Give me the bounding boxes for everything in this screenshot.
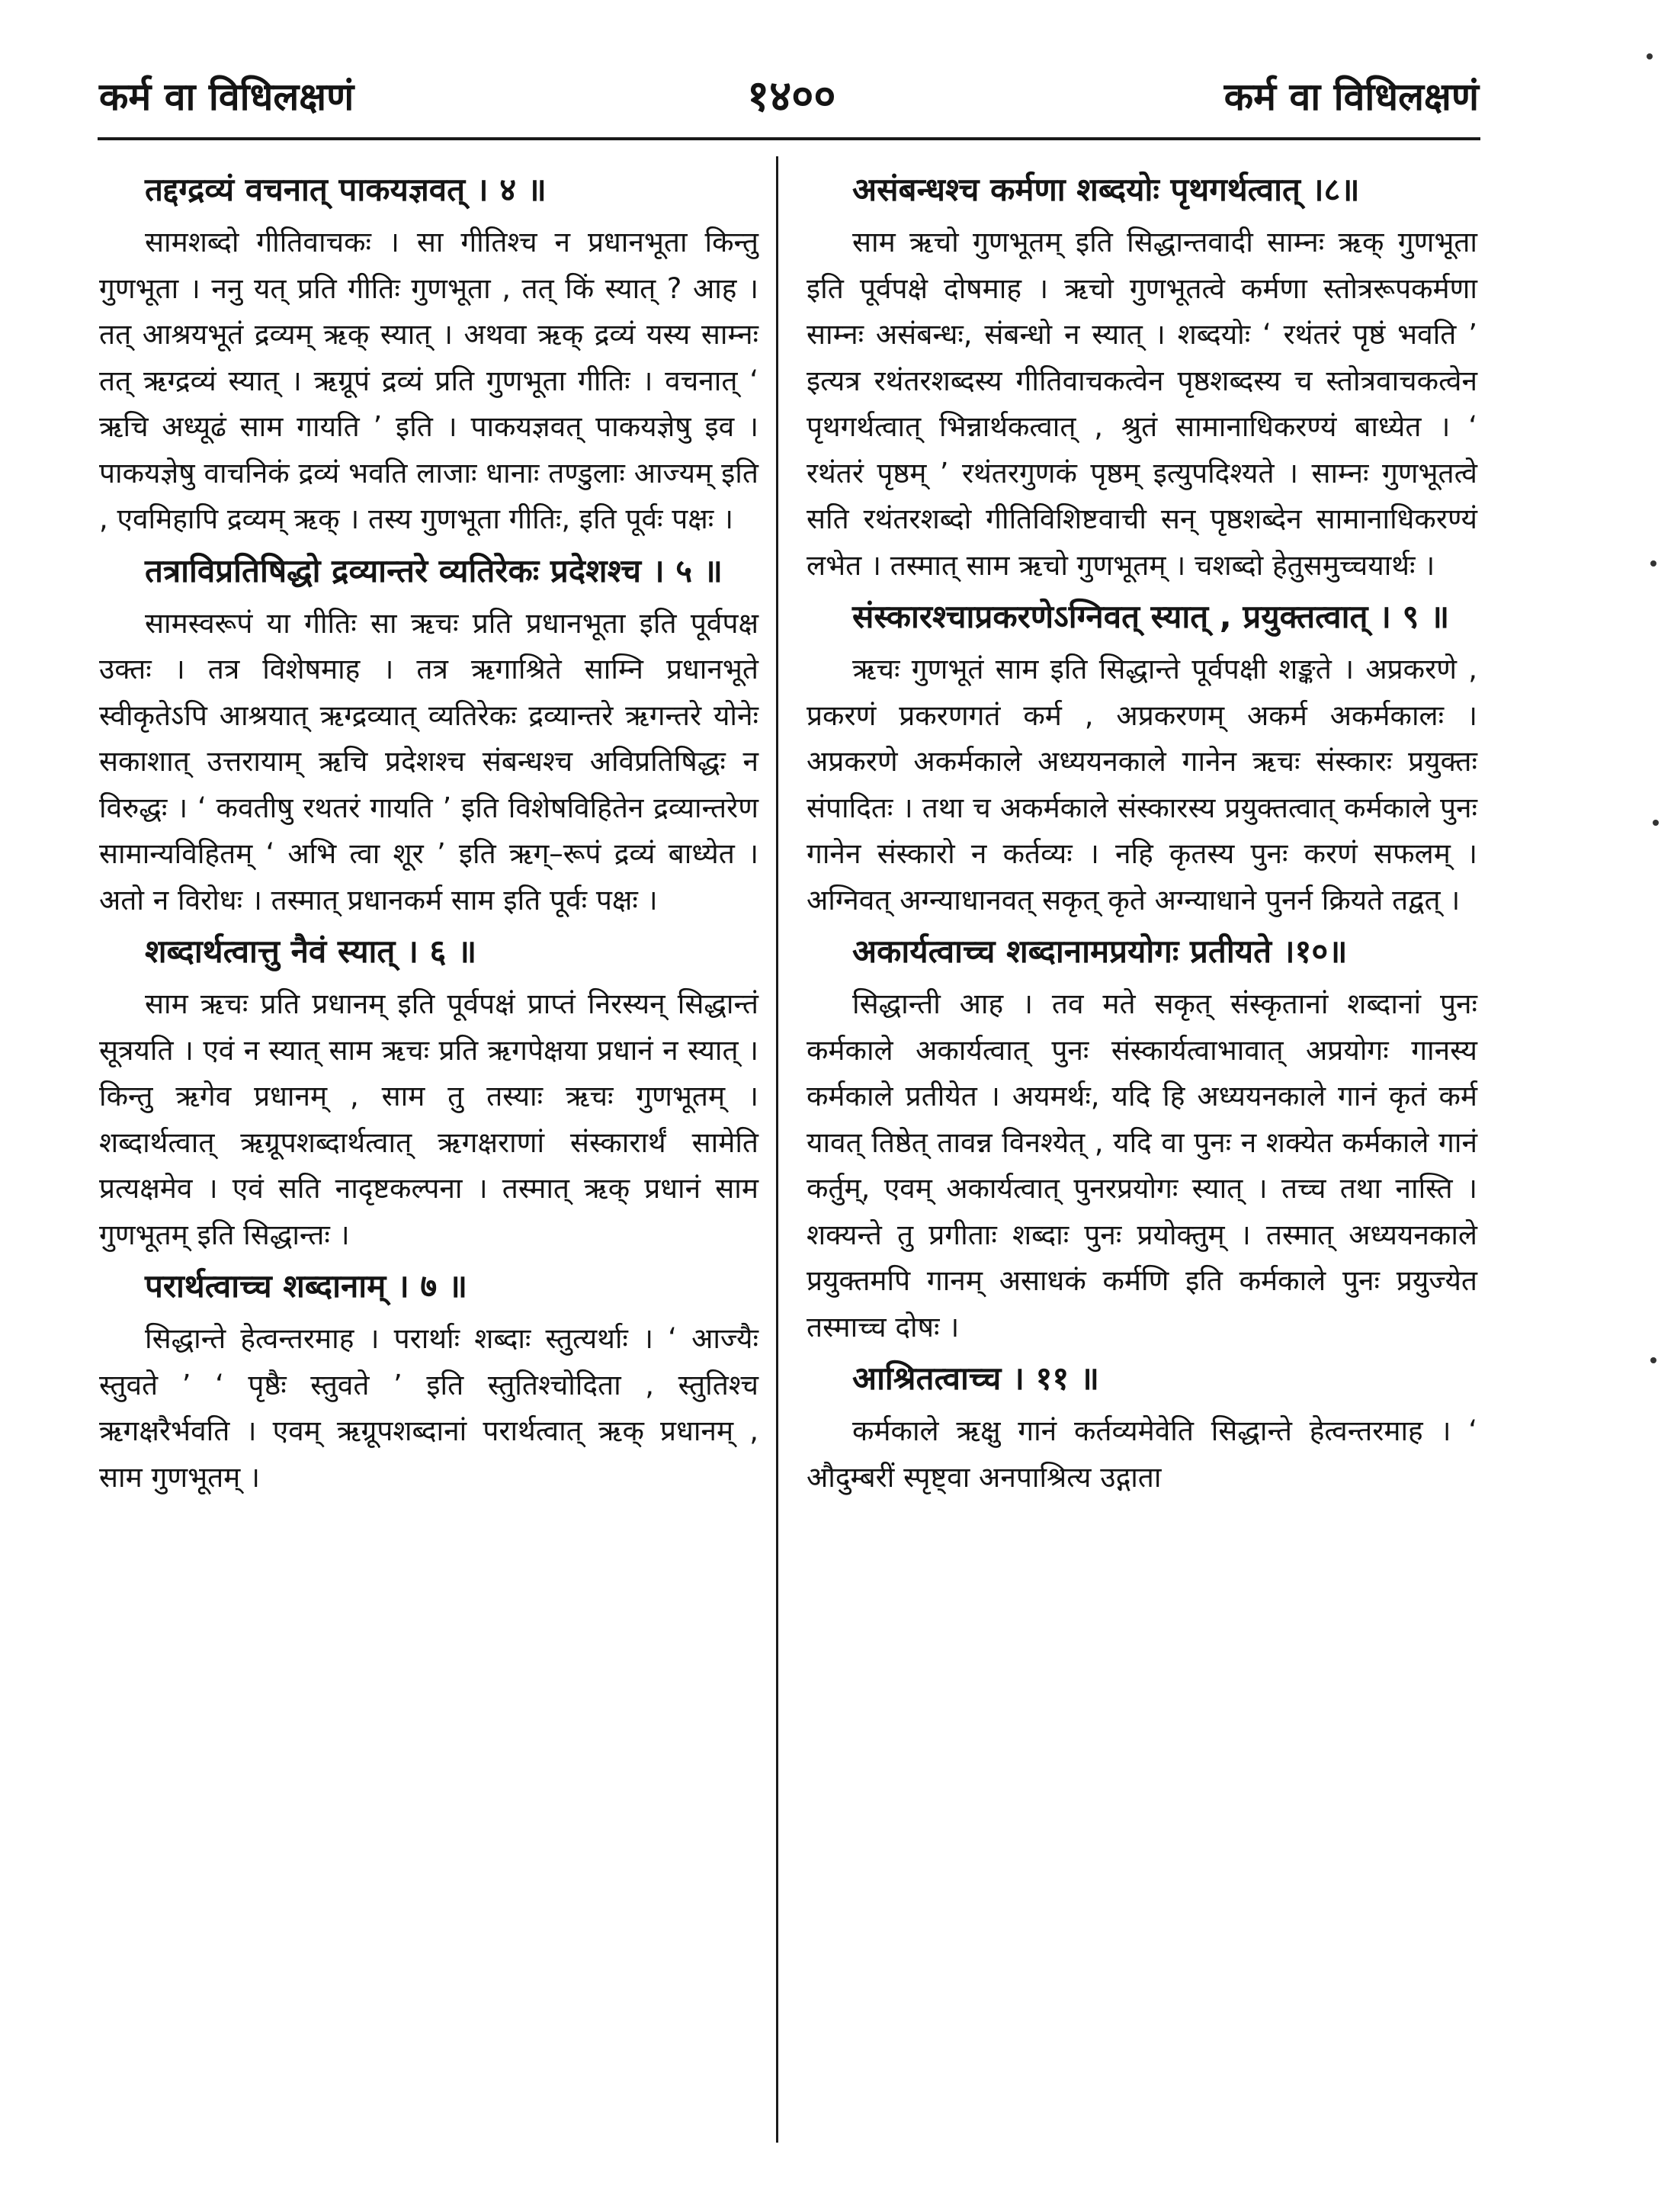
sutra-4: तद्दग्द्रव्यं वचनात् पाकयज्ञवत् । ४ ॥	[145, 171, 547, 208]
scan-speck	[1653, 820, 1659, 826]
sutra-10: अकार्यत्वाच्च शब्दानामप्रयोगः प्रतीयते ।१०॥	[852, 933, 1348, 970]
commentary-paragraph: सिद्धान्ती आह । तव मते सकृत् संस्कृतानां शब्दानां पुनः कर्मकाले अकार्यत्वात् पुनः संस्कार्यत्वाभावात् अप्रयोगः गानस्य कर्मकाले प्रतीयेत । अयमर्थः, यदि हि अध्ययनकाले गानं कृतं कर्म यावत् तिष्ठेत् तावन्न विनश्येत् , यदि वा पुनः न शक्येत कर्मकाले गानं कर्तुम्, एवम् अकार्यत्वात् पुनरप्रयोगः स्यात् । तच्च तथा नास्ति । शक्यन्ते तु प्रगीताः शब्दाः पुनः प्रयोक्तुम् । तस्मात् अध्ययनकाले प्रयुक्तमपि गानम् असाधकं कर्मणि इति कर्मकाले पुनः प्रयुज्येत तस्माच्च दोषः ।	[807, 987, 1477, 1344]
commentary-paragraph: सामस्वरूपं या गीतिः सा ऋचः प्रति प्रधानभूता इति पूर्वपक्ष उक्तः । तत्र विशेषमाह । तत्र ऋगाश्रिते साम्नि प्रधानभूते स्वीकृतेऽपि आश्रयात् ऋग्द्रव्यात् व्यतिरेकः द्रव्यान्तरे ऋगन्तरे योनेः सकाशात् उत्तरायाम् ऋचि प्रदेशश्च संबन्धश्च अविप्रतिषिद्धः न विरुद्धः । ‘ कवतीषु रथतरं गायति ’ इति विशेषविहितेन द्रव्यान्तरेण सामान्यविहितम् ‘ अभि त्वा शूर ’ इति ऋग्‌–रूपं द्रव्यं बाध्येत । अतो न विरोधः । तस्मात् प्रधानकर्म साम इति पूर्वः पक्षः ।	[99, 606, 758, 917]
scan-speck	[1647, 53, 1653, 59]
commentary-paragraph: ऋचः गुणभूतं साम इति सिद्धान्ते पूर्वपक्षी शङ्कते । अप्रकरणे , प्रकरणं प्रकरणगतं कर्म , अप्रकरणम् अकर्म अकर्मकालः । अप्रकरणे अकर्मकाले अध्ययनकाले गानेन ऋचः संस्कारः प्रयुक्तः संपादितः । तथा च अकर्मकाले संस्कारस्य प्रयुक्तत्वात् कर्मकाले पुनः गानेन संस्कारो न कर्तव्यः । नहि कृतस्य पुनः करणं सफलम् । अग्निवत् अग्न्याधानवत् सकृत् कृते अग्न्याधाने पुनर्न क्रियते तद्वत् ।	[807, 653, 1477, 917]
commentary-paragraph: कर्मकाले ऋक्षु गानं कर्तव्यमेवेति सिद्धान्ते हेत्वन्तरमाह । ‘ औदुम्बरीं स्पृष्ट्वा अनपाश्रित्य उद्गाता	[807, 1414, 1477, 1494]
page-number: १४००	[747, 72, 836, 121]
right-column	[807, 162, 1477, 1504]
running-title-left: कर्म वा विधिलक्षणं	[99, 75, 354, 119]
left-column	[99, 162, 758, 1504]
commentary-paragraph: साम ऋचो गुणभूतम् इति सिद्धान्तवादी साम्नः ऋक् गुणभूता इति पूर्वपक्षे दोषमाह । ऋचो गुणभूतत्वे कर्मणा स्तोत्ररूपकर्मणा साम्नः असंबन्धः, संबन्धो न स्यात् । शब्दयोः ‘ रथंतरं पृष्ठं भवति ’ इत्यत्र रथंतरशब्दस्य गीतिवाचकत्वेन पृष्ठशब्दस्य च स्तोत्रवाचकत्वेन पृथगर्थत्वात् भिन्नार्थकत्वात् , श्रुतं सामानाधिकरण्यं बाध्येत । ‘ रथंतरं पृष्ठम् ’ रथंतरगुणकं पृष्ठम् इत्युपदिश्यते । साम्नः गुणभूतत्वे सति रथंतरशब्दो गीतिविशिष्टवाची सन् पृष्ठशब्देन सामानाधिकरण्यं लभेत । तस्मात् साम ऋचो गुणभूतम् । चशब्दो हेतुसमुच्चयार्थः ।	[807, 226, 1477, 582]
column-divider	[776, 156, 778, 2143]
header-rule	[98, 137, 1480, 140]
sutra-11: आश्रितत्वाच्च । ११ ॥	[852, 1360, 1099, 1397]
sutra-9: संस्कारश्चाप्रकरणेऽग्निवत् स्यात् , प्रयुक्तत्वात् । ९ ॥	[852, 598, 1450, 635]
scan-speck	[1650, 1357, 1656, 1363]
commentary-paragraph: सामशब्दो गीतिवाचकः । सा गीतिश्च न प्रधानभूता किन्तु गुणभूता । ननु यत् प्रति गीतिः गुणभूता , तत् किं स्यात् ? आह । तत् आश्रयभूतं द्रव्यम् ऋक् स्यात् । अथवा ऋक् द्रव्यं यस्य साम्नः तत् ऋग्द्रव्यं स्यात् । ऋग्रूपं द्रव्यं प्रति गुणभूता गीतिः । वचनात् ‘ ऋचि अध्यूढं साम गायति ’ इति । पाकयज्ञवत् पाकयज्ञेषु इव । पाकयज्ञेषु वाचनिकं द्रव्यं भवति लाजाः धानाः तण्डुलाः आज्यम् इति , एवमिहापि द्रव्यम् ऋक् । तस्य गुणभूता गीतिः, इति पूर्वः पक्षः ।	[99, 226, 758, 535]
scan-speck	[1650, 560, 1656, 567]
commentary-paragraph: साम ऋचः प्रति प्रधानम् इति पूर्वपक्षं प्राप्तं निरस्यन् सिद्धान्तं सूत्रयति । एवं न स्यात् साम ऋचः प्रति ऋगपेक्षया प्रधानं न स्यात् । किन्तु ऋगेव प्रधानम् , साम तु तस्याः ऋचः गुणभूतम् । शब्दार्थत्वात् ऋग्रूपशब्दार्थत्वात् ऋगक्षराणां संस्कारार्थं सामेति प्रत्यक्षमेव । एवं सति नादृष्टकल्पना । तस्मात् ऋक् प्रधानं साम गुणभूतम् इति सिद्धान्तः ।	[99, 987, 758, 1251]
sutra-6: शब्दार्थत्वात्तु नैवं स्यात् । ६ ॥	[145, 933, 477, 970]
sutra-5: तत्राविप्रतिषिद्धो द्रव्यान्तरे व्यतिरेकः प्रदेशश्च । ५ ॥	[145, 551, 723, 589]
running-title-right: कर्म वा विधिलक्षणं	[1223, 75, 1479, 119]
sutra-7: परार्थत्वाच्च शब्दानाम् । ७ ॥	[145, 1267, 468, 1305]
sutra-8: असंबन्धश्च कर्मणा शब्दयोः पृथगर्थत्वात् ।८॥	[852, 171, 1360, 208]
commentary-paragraph: सिद्धान्ते हेत्वन्तरमाह । परार्थाः शब्दाः स्तुत्यर्थाः । ‘ आज्यैः स्तुवते ’ ‘ पृष्ठैः स्तुवते ’ इति स्तुतिश्चोदिता , स्तुतिश्च ऋगक्षरैर्भवति । एवम् ऋग्रूपशब्दानां परार्थत्वात् ऋक् प्रधानम् , साम गुणभूतम् ।	[99, 1322, 758, 1494]
page-header	[99, 70, 1479, 139]
